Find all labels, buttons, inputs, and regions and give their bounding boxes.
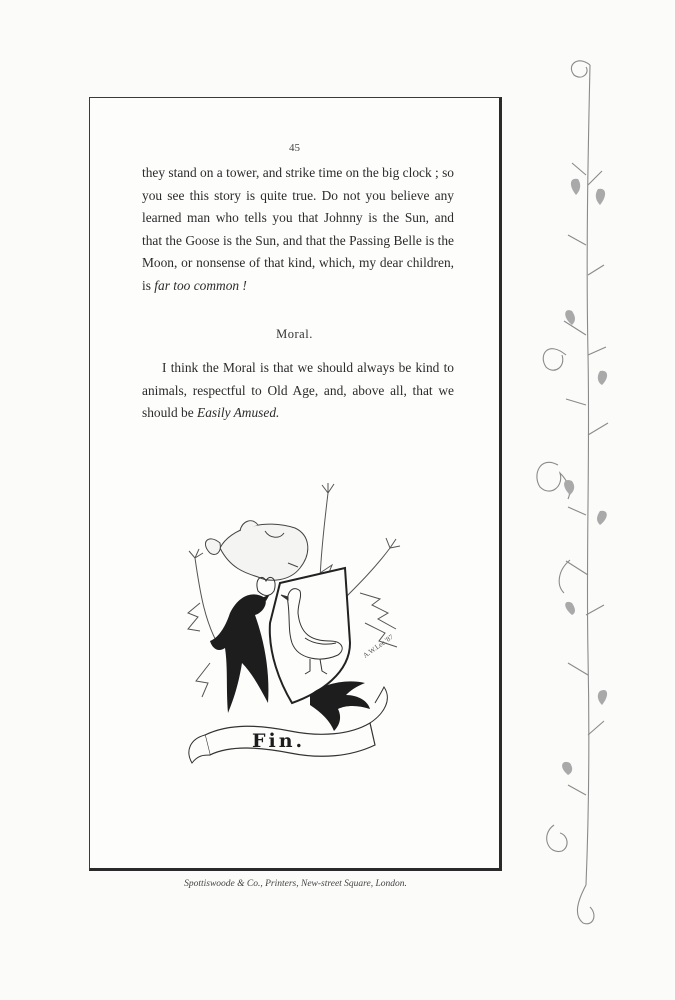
goat-head-icon [205,521,307,580]
fin-emblem-illustration [170,473,430,773]
leaf-icon [562,179,607,775]
page-number: 45 [289,142,300,154]
artist-signature: A.W.Lee.'87 [361,632,395,660]
story-paragraph [142,162,454,298]
moral-emphasis: Easily Amused. [197,405,280,421]
printer-imprint: Spottiswoode & Co., Printers, New-street Square, London. [184,879,407,889]
moral-heading: Moral. [276,327,313,341]
feather-icon [310,681,370,731]
vine-border-ornament [528,55,628,935]
moral-paragraph [142,357,454,425]
fin-label: Fin. [252,730,306,752]
moral-text: I think the Moral is that we should always be kind to animals, respectful to Old Age, and, above all, that we should be [142,360,454,421]
page-frame [89,97,502,871]
story-emphasis: far too common ! [154,277,247,293]
crow-icon [210,594,270,713]
story-text: they stand on a tower, and strike time on the big clock ; so you see this story is quite true. Do not you believe any learned man who tells you that Johnny is the Sun, and that the Goose is the Sun, and that the Passing Belle is the Moon, or nonsense of that kind, which, my dear children, is [142,165,454,293]
